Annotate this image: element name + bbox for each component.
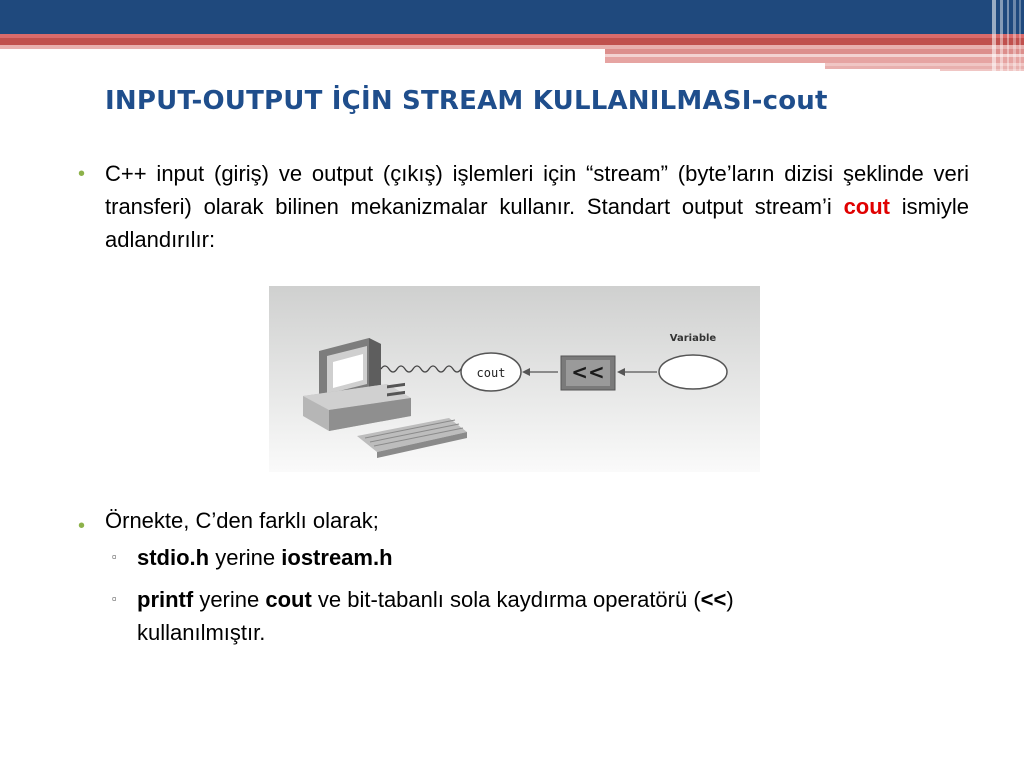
bullet-1-part2: ismiyle adlandırılır: [105, 194, 970, 252]
bullet-dot: • [78, 163, 86, 185]
stdio-h: stdio.h [137, 545, 210, 570]
iostream-h: iostream.h [281, 545, 393, 570]
cout-highlight: cout [843, 194, 891, 219]
shift-operator: << [700, 587, 727, 612]
cout-keyword: cout [265, 587, 312, 612]
cout-stream-diagram [269, 286, 760, 472]
sub-1-mid: yerine [209, 545, 282, 570]
bullet-dot: • [78, 515, 86, 537]
sub-bullet-2-text [137, 583, 967, 649]
slide-title: INPUT-OUTPUT İÇİN STREAM KULLANILMASI-cout [105, 86, 828, 116]
bullet-1-text [105, 157, 969, 256]
sub-2-line2: kullanılmıştır. [137, 620, 266, 645]
bullet-2-text: Örnekte, C’den farklı olarak; [105, 508, 379, 533]
variable-label: Variable [669, 333, 717, 344]
printf: printf [137, 587, 194, 612]
sub-2-mid1: yerine [193, 587, 266, 612]
cout-label: cout [476, 366, 506, 380]
sub-2-mid2: ve bit-tabanlı sola kaydırma operatörü ( [311, 587, 701, 612]
sub-bullet-marker: ▫ [112, 591, 117, 606]
insertion-operator-label: << [571, 360, 605, 384]
variable-ellipse [659, 355, 727, 389]
sub-bullet-marker: ▫ [112, 549, 117, 564]
sub-bullet-1-text [137, 541, 967, 574]
bullet-1-part1: C++ input (giriş) ve output (çıkış) işlemleri için “stream” (byte’ların dizisi şeklinde veri transferi) olarak bilinen mekanizmalar kullanır. Standart output stream’i [105, 161, 969, 219]
header-band [0, 0, 1024, 80]
sub-2-end: ) [726, 587, 734, 612]
